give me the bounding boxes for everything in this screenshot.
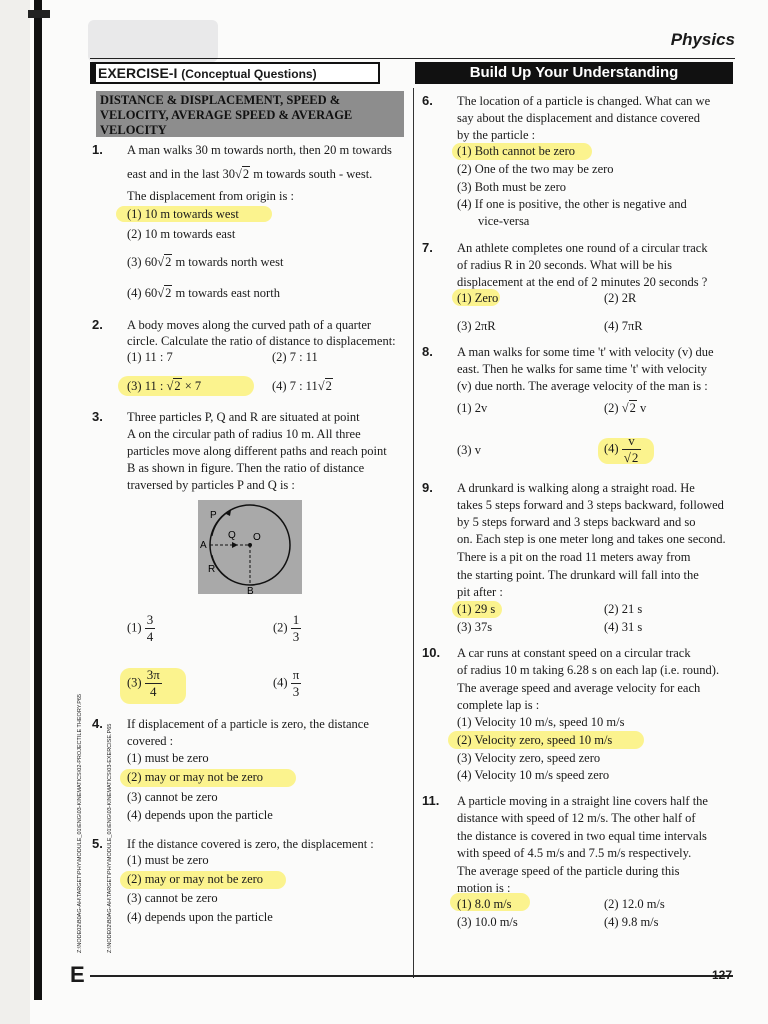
question-text: pit after :	[457, 585, 503, 599]
option: (4) depends upon the particle	[127, 808, 273, 822]
option: (2) 12.0 m/s	[604, 897, 665, 911]
scan-smudge	[88, 20, 218, 62]
option: (3) cannot be zero	[127, 891, 218, 905]
question-text: A drunkard is walking along a straight road. He	[457, 481, 695, 495]
page-margin	[0, 0, 30, 1024]
question-number: 2.	[92, 317, 103, 332]
option: (1) 10 m towards west	[127, 207, 239, 221]
question-number: 7.	[422, 240, 433, 255]
option: (1) Velocity 10 m/s, speed 10 m/s	[457, 715, 625, 729]
text: m towards north west	[175, 255, 284, 269]
question-text: say about the displacement and distance covered	[457, 111, 700, 125]
question-number: 1.	[92, 142, 103, 157]
text: (3) 60	[127, 255, 158, 269]
question-text: distance with speed of 12 m/s. The other half of	[457, 811, 696, 825]
question-text: The average speed and average velocity for each	[457, 681, 701, 695]
option: (3) cannot be zero	[127, 790, 218, 804]
sqrt-value: 2	[629, 401, 636, 415]
text: (2)	[604, 401, 619, 415]
option: (1) 11 : 7	[127, 350, 173, 364]
question-number: 10.	[422, 645, 441, 660]
label-q: Q	[228, 530, 236, 541]
sqrt-value: 2	[631, 450, 639, 465]
question-text: A man walks 30 m towards north, then 20 m towards	[127, 143, 392, 157]
footer-letter: E	[70, 962, 85, 987]
option: (1) must be zero	[127, 853, 209, 867]
numerator: 3π	[146, 667, 160, 682]
binding-spine	[34, 0, 42, 1000]
option: (1) 8.0 m/s	[457, 897, 512, 911]
denominator: 4	[146, 629, 154, 644]
question-text: by 5 steps forward and 3 steps backward and so	[457, 515, 696, 529]
option: (4) 31 s	[604, 620, 643, 634]
exercise-heading	[90, 62, 380, 84]
option: (1) must be zero	[127, 751, 209, 765]
option: (4) If one is positive, the other is negative and	[457, 197, 687, 211]
question-text: complete lap is :	[457, 698, 540, 712]
question-text: of radius 10 m taking 6.28 s on each lap (i.e. round).	[457, 663, 720, 677]
binding-mark	[28, 10, 50, 18]
question-text: with speed of 4.5 m/s and 7.5 m/s respectively.	[457, 846, 692, 860]
subject-title: Physics	[670, 30, 735, 49]
question-number: 11.	[422, 793, 440, 808]
circle-figure	[198, 500, 302, 594]
option: (2) 21 s	[604, 602, 643, 616]
question-text: A man walks for some time 't' with velocity (v) due	[457, 345, 714, 359]
option: (4) 7 : 11√2	[272, 379, 332, 393]
option: (2) may or may not be zero	[127, 770, 264, 784]
fraction	[622, 433, 642, 466]
numerator: π	[292, 667, 300, 682]
fraction	[145, 612, 156, 645]
question-text: motion is :	[457, 881, 511, 895]
option: vice-versa	[478, 214, 530, 228]
sqrt-value: 2	[174, 379, 181, 393]
denominator: 3	[292, 684, 300, 699]
text: m towards south - west.	[253, 167, 373, 181]
question-text: The displacement from origin is :	[127, 189, 294, 203]
text: (2)	[273, 620, 288, 635]
question-number: 4.	[92, 716, 103, 731]
question-text: The location of a particle is changed. What can we	[457, 94, 711, 108]
question-text: east. Then he walks for same time 't' with velocity	[457, 362, 708, 376]
option: (1) 2v	[457, 401, 488, 415]
denominator: 4	[149, 684, 157, 699]
exercise-heading-bar	[90, 62, 96, 84]
question-text: by the particle :	[457, 128, 536, 142]
option	[127, 667, 162, 700]
question-text: If displacement of a particle is zero, the distance	[127, 717, 369, 731]
sqrt-value: 2	[325, 379, 332, 393]
option: (2) 2R	[604, 291, 637, 305]
question-number: 8.	[422, 344, 433, 359]
question-text: The average speed of the particle during this	[457, 864, 680, 878]
fraction	[291, 667, 302, 700]
option: (1) 29 s	[457, 602, 496, 616]
option: (2) √2 v	[604, 401, 647, 415]
numerator: 1	[292, 612, 300, 627]
option: (4) depends upon the particle	[127, 910, 273, 924]
column-divider	[413, 88, 414, 978]
exercise-title: EXERCISE-I	[98, 65, 178, 81]
text: (4)	[273, 675, 288, 690]
question-text: on. Each step is one meter long and takes one second.	[457, 532, 726, 546]
question-number: 6.	[422, 93, 433, 108]
question-text: A body moves along the curved path of a quarter	[127, 318, 372, 332]
option: (2) 7 : 11	[272, 350, 318, 364]
fraction	[145, 667, 162, 700]
question-text: An athlete completes one round of a circular track	[457, 241, 708, 255]
option: (1) Zero	[457, 291, 499, 305]
option	[127, 612, 155, 645]
option: (4) 9.8 m/s	[604, 915, 659, 929]
file-path-label: Z:\NODE02\B0AG-AH\TARGET\PHY\MODULE_01\ENG\03-KINEMATICS\03-EXERCISE.P65	[107, 723, 113, 953]
question-text: A car runs at constant speed on a circular track	[457, 646, 691, 660]
question-text: east and in the last 30√2 m towards south - west.	[127, 167, 373, 181]
text: (4) 60	[127, 286, 158, 300]
center-point	[248, 543, 252, 547]
option: (4) 60√2 m towards east north	[127, 286, 280, 300]
text: m towards east north	[175, 286, 280, 300]
question-number: 3.	[92, 409, 103, 424]
text: v	[639, 401, 647, 415]
file-path-label-2: Z:\NODE02\B0AG-AH\TARGET\PHY\MODULE_01\ENG\03-KINEMATICS\02-PROJECTILE THEORY.P65	[77, 694, 83, 953]
option: (3) 37s	[457, 620, 493, 634]
text: (3) 11 :	[127, 379, 164, 393]
label-o: O	[253, 532, 261, 543]
option: (3) 2πR	[457, 319, 496, 333]
question-text: A on the circular path of radius 10 m. All three	[127, 427, 361, 441]
option: (2) may or may not be zero	[127, 872, 264, 886]
question-text: If the distance covered is zero, the displacement :	[127, 837, 374, 851]
header-rule	[90, 58, 735, 59]
question-text: There is a pit on the road 11 meters away from	[457, 550, 691, 564]
text: (4) 7 : 11	[272, 379, 318, 393]
label-b: B	[247, 586, 254, 594]
label-r: R	[208, 564, 216, 575]
question-text: B as shown in figure. Then the ratio of distance	[127, 461, 365, 475]
question-text: A particle moving in a straight line covers half the	[457, 794, 708, 808]
question-text: the starting point. The drunkard will fall into the	[457, 568, 699, 582]
option: (3) v	[457, 443, 481, 457]
option: (4) 7πR	[604, 319, 643, 333]
option: (3) Velocity zero, speed zero	[457, 751, 601, 765]
sqrt-value: 2	[165, 255, 172, 269]
label-a: A	[200, 540, 207, 551]
question-text: Three particles P, Q and R are situated at point	[127, 410, 360, 424]
option: (3) Both must be zero	[457, 180, 567, 194]
text: (1)	[127, 620, 142, 635]
option: (3) 60√2 m towards north west	[127, 255, 284, 269]
section-heading: DISTANCE & DISPLACEMENT, SPEED & VELOCITY, AVERAGE SPEED & AVERAGE VELOCITY	[96, 91, 404, 137]
label-p: P	[210, 510, 217, 521]
text: (3)	[127, 675, 142, 690]
footer-rule	[90, 975, 733, 977]
question-text: of radius R in 20 seconds. What will be his	[457, 258, 673, 272]
option: (3) 11 : √2 × 7	[127, 379, 202, 393]
option: (2) Velocity zero, speed 10 m/s	[457, 733, 613, 747]
option: (3) 10.0 m/s	[457, 915, 518, 929]
option: (1) Both cannot be zero	[457, 144, 576, 158]
question-text: circle. Calculate the ratio of distance to displacement:	[127, 334, 396, 348]
arrow-head	[232, 542, 238, 548]
text: east and in the last 30	[127, 167, 235, 181]
question-text: displacement at the end of 2 minutes 20 seconds ?	[457, 275, 708, 289]
question-number: 9.	[422, 480, 433, 495]
option	[273, 667, 301, 700]
numerator: v	[622, 433, 642, 450]
question-text: traversed by particles P and Q is :	[127, 478, 295, 492]
option	[273, 612, 301, 645]
option: (4) Velocity 10 m/s speed zero	[457, 768, 610, 782]
option	[604, 433, 641, 466]
fraction	[291, 612, 302, 645]
sqrt-value: 2	[242, 167, 250, 181]
question-text: particles move along different paths and reach point	[127, 444, 387, 458]
text: (4)	[604, 441, 619, 456]
page-number: 127	[712, 968, 733, 982]
denominator: 3	[292, 629, 300, 644]
option: (2) 10 m towards east	[127, 227, 236, 241]
numerator: 3	[146, 612, 154, 627]
denominator: √2	[623, 450, 639, 465]
question-text: the distance is covered in two equal time intervals	[457, 829, 707, 843]
build-up-banner: Build Up Your Understanding	[415, 62, 733, 84]
question-text: covered :	[127, 734, 174, 748]
text: × 7	[184, 379, 202, 393]
sqrt-value: 2	[165, 286, 172, 300]
question-text: takes 5 steps forward and 3 steps backward, followed	[457, 498, 724, 512]
circle-diagram	[198, 500, 302, 594]
question-number: 5.	[92, 836, 103, 851]
option: (2) One of the two may be zero	[457, 162, 614, 176]
exercise-subtitle: (Conceptual Questions)	[181, 67, 317, 81]
question-text: (v) due north. The average velocity of the man is :	[457, 379, 708, 393]
